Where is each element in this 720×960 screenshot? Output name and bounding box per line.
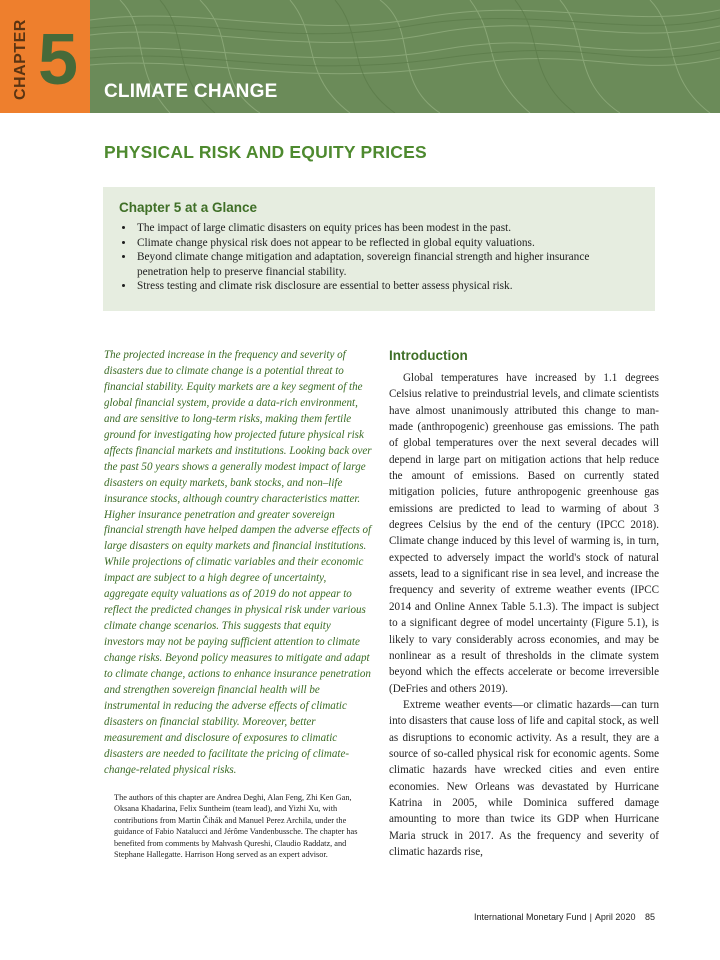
footer-date: April 2020 — [594, 912, 636, 922]
footnote-text: The authors of this chapter are Andrea Deghi, Alan Feng, Zhi Ken Gan, Oksana Khadarina, Felix Suntheim (team lead), and Yizhi Xu, with contributions from Martin Čihák and Manuel Perez Archila, under the guidance of Fabio Natalucci and Jérôme Vandenbussche. The chapter has benefited from comments by Mahvash Qureshi, Claudio Raddatz, and Stephane Hallegatte. Harrison Hong served as an expert advisor. — [114, 793, 358, 860]
glance-item: • Stress testing and climate risk disclosure are essential to better assess physical risk. — [135, 279, 641, 294]
glance-item: • The impact of large climatic disasters on equity prices has been modest in the past. — [135, 221, 641, 236]
introduction-heading: Introduction — [389, 348, 468, 363]
chapter-at-a-glance-box — [103, 187, 655, 311]
page-number: 85 — [645, 912, 656, 922]
chapter-banner — [0, 0, 720, 113]
page-footer — [474, 912, 635, 922]
glance-item: • Climate change physical risk does not appear to be reflected in global equity valuations. — [135, 236, 641, 251]
chapter-title: CLIMATE CHANGE — [104, 81, 278, 102]
chapter-abstract: The projected increase in the frequency and severity of disasters due to climate change is a potential threat to financial stability. Equity markets are a key segment of the global financial system, provide a data-rich environment, and are sensitive to long-term risks, making them fertile ground for investigating how projected future physical risk affects financial markets and institutions. Looking back over the past 50 years shows a generally modest impact of large disasters on equity markets, bank stocks, and non–life insurance stocks, although country characteristics matter. Higher insurance penetration and greater sovereign financial strength have helped dampen the adverse effects of large disasters on equity markets and financial institutions. While projections of climatic variables and their economic impact are subject to a high degree of uncertainty, aggregate equity valuations as of 2019 do not appear to reflect the predicted changes in physical risk under various climate change scenarios. This suggests that equity investors may not be paying sufficient attention to climate change risks. Beyond policy measures to mitigate and adapt to climate change, actions to enhance insurance penetration and strengthen sovereign financial health will be instrumental in reducing the adverse effects of climatic disasters on financial stability. Moreover, better measurement and disclosure of exposures to climatic disasters are needed to facilitate the pricing of climate-change-related physical risks. — [104, 349, 372, 776]
body-paragraph: Extreme weather events—or climatic hazards—can turn into disasters that cause loss of life and capital stock, as well as disruptions to economic activity. As a result, they are a source of so-called physical risk for economic agents. Some climatic hazards have wrecked cities and even entire economies. New Orleans was devastated by Hurricane Katrina in 2005, while Dominica suffered damage amounting to more than twice its GDP when Hurricane Maria struck in 2017. As the frequency and severity of climatic hazards rise, — [389, 698, 659, 858]
authors-footnote — [104, 792, 372, 860]
glance-item: • Beyond climate change mitigation and adaptation, sovereign financial strength and higher insurance penetration help to preserve financial stability. — [135, 250, 641, 279]
footer-separator: | — [589, 912, 592, 922]
chapter-word: CHAPTER — [12, 19, 29, 100]
introduction-body — [389, 370, 659, 860]
glance-list — [119, 221, 641, 294]
footer-publisher: International Monetary Fund — [474, 912, 587, 922]
glance-heading: Chapter 5 at a Glance — [119, 200, 258, 215]
page-title: PHYSICAL RISK AND EQUITY PRICES — [104, 142, 427, 162]
chapter-number: 5 — [38, 20, 79, 100]
chapter-label-box — [0, 0, 90, 113]
body-paragraph: Global temperatures have increased by 1.1 degrees Celsius relative to preindustrial levels, and climate scientists have almost unanimously attributed this change to man-made (anthropogenic) greenhouse gas emissions. The path of global temperatures over the next several decades will depend in large part on mitigation actions that help reduce the amount of emissions. Based on currently stated mitigation policies, future anthropogenic greenhouse gas emissions are predicted to lead to warming of about 3 degrees Celsius by the end of the century (IPCC 2018). Climate change induced by this level of warming is, in turn, expected to adversely impact the world's stock of natural assets, lead to a significant rise in sea level, and increase the frequency and severity of extreme weather events (IPCC 2014 and Online Annex Table 5.1.3). The impact is subject to a significant degree of model uncertainty (Figure 5.1), is likely to vary considerably across economies, and may be nonlinear as a result of thresholds in the climate system beyond which the effects accelerate or become irreversible (DeFries and others 2019). — [389, 372, 659, 695]
